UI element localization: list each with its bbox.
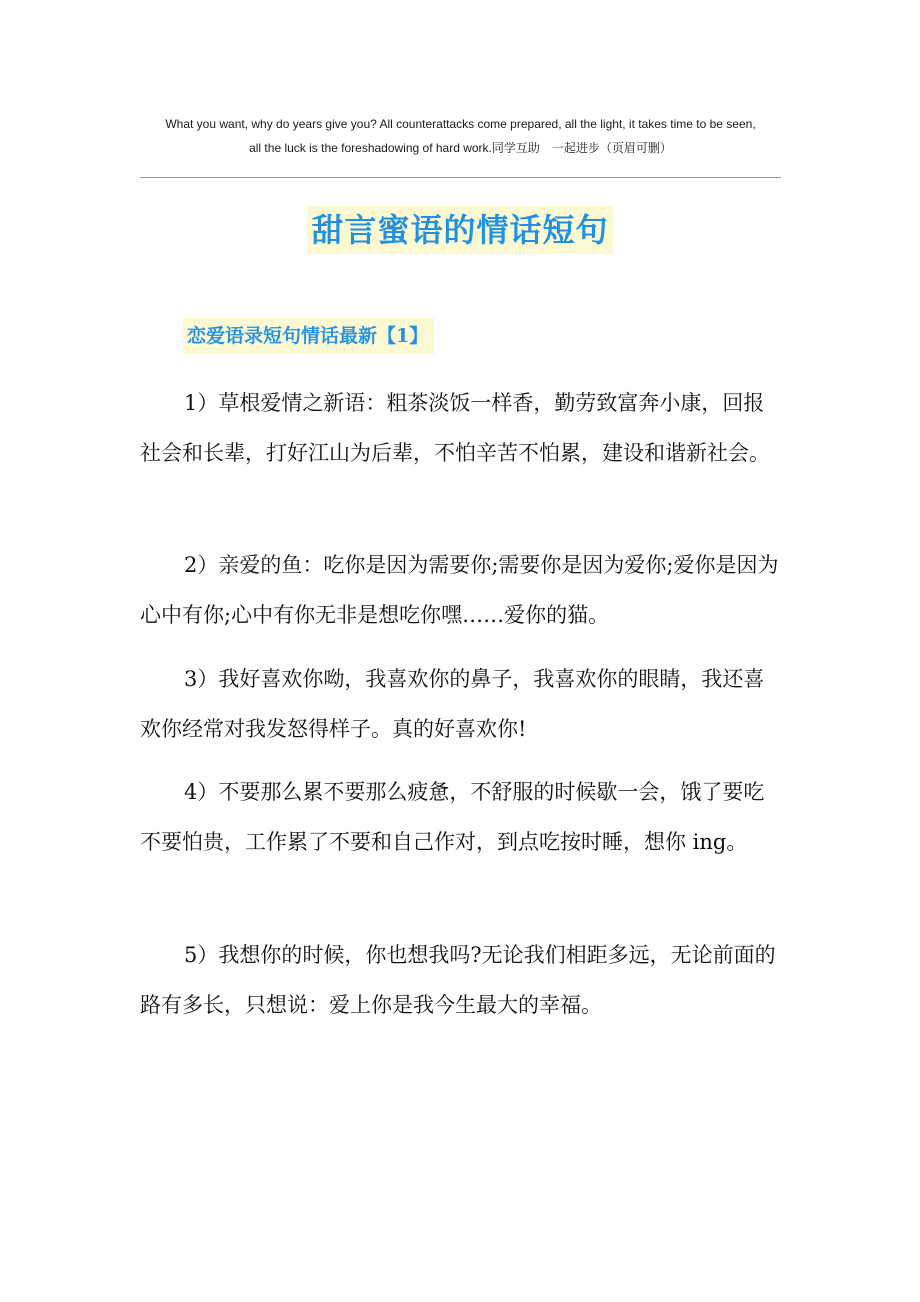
paragraph-2: 2）亲爱的鱼：吃你是因为需要你;需要你是因为爱你;爱你是因为心中有你;心中有你无非是想吃你嘿……爱你的猫。: [140, 553, 779, 627]
paragraph-3: 3）我好喜欢你呦，我喜欢你的鼻子，我喜欢你的眼睛，我还喜欢你经常对我发怒得样子。真的好喜欢你!: [140, 667, 765, 741]
paragraph-4: 4）不要那么累不要那么疲惫，不舒服的时候歇一会，饿了要吃不要怕贵，工作累了不要和自己作对，到点吃按时睡，想你 ing。: [140, 780, 765, 854]
title-container: [0, 206, 920, 254]
header-line-2: all the luck is the foreshadowing of hard work.同学互助 一起进步（页眉可删）: [249, 141, 672, 155]
page-header: [140, 112, 781, 160]
paragraph-1: 1）草根爱情之新语：粗茶淡饭一样香，勤劳致富奔小康，回报社会和长辈，打好江山为后辈，不怕辛苦不怕累，建设和谐新社会。: [140, 391, 770, 465]
section-heading: 恋爱语录短句情话最新【1】: [183, 318, 434, 354]
page-title: 甜言蜜语的情话短句: [307, 206, 612, 254]
header-divider: [140, 177, 781, 178]
paragraph-5: 5）我想你的时候，你也想我吗?无论我们相距多远，无论前面的路有多长，只想说：爱上你是我今生最大的幸福。: [140, 943, 776, 1017]
header-line-1: What you want, why do years give you? All counterattacks come prepared, all the light, it takes time to be seen,: [165, 117, 756, 131]
